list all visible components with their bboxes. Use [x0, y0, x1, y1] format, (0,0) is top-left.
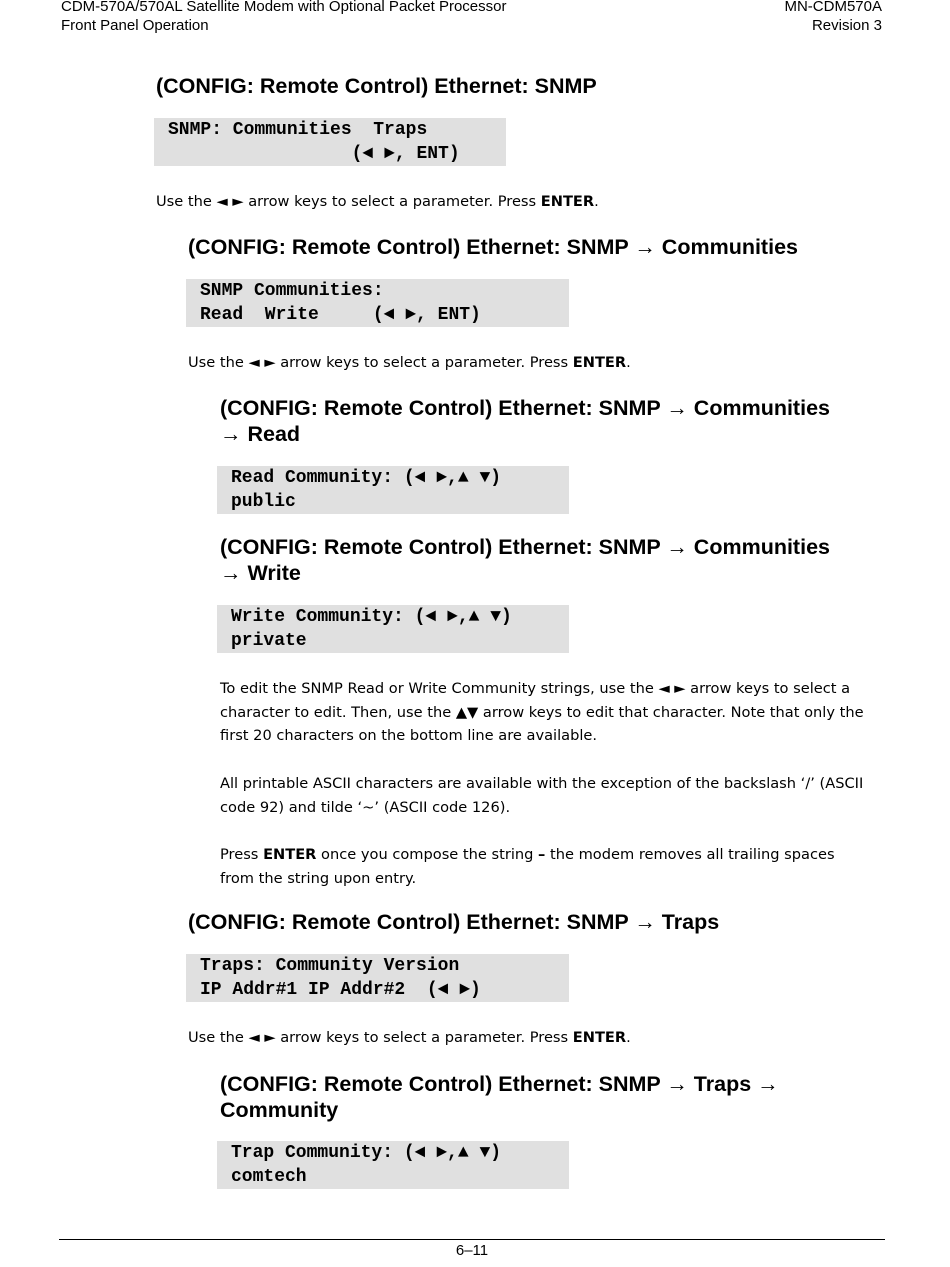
heading-read: (CONFIG: Remote Control) Ethernet: SNMP → Communities → Read — [220, 396, 830, 446]
page-number: 6–11 — [455, 1242, 489, 1259]
lcd-line-2: (◄ ►, ENT) — [168, 144, 460, 164]
lcd-display-traps — [186, 954, 569, 1002]
lcd-line-1: Write Community: (◄ ►,▲ ▼) — [231, 607, 512, 627]
lcd-display-read — [217, 466, 569, 514]
heading-traps: (CONFIG: Remote Control) Ethernet: SNMP → Traps — [188, 910, 720, 934]
lcd-line-1: Trap Community: (◄ ►,▲ ▼) — [231, 1143, 502, 1163]
paragraph-edit-strings: To edit the SNMP Read or Write Community strings, use the ◄ ► arrow keys to select a character to edit. Then, use the ▲▼ arrow keys to edit that character. Note that only the first 20 characters on the bottom line are available. — [220, 680, 864, 744]
instruction-snmp: Use the ◄ ► arrow keys to select a parameter. Press ENTER. — [156, 193, 599, 210]
chapter-title: Front Panel Operation — [61, 17, 209, 34]
heading-write: (CONFIG: Remote Control) Ethernet: SNMP → Communities → Write — [220, 535, 830, 585]
lcd-line-2: public — [231, 492, 296, 512]
footer-divider — [59, 1239, 885, 1240]
paragraph-press-enter: Press ENTER once you compose the string – the modem removes all trailing spaces from the string upon entry. — [220, 846, 835, 887]
lcd-line-1: SNMP Communities: — [200, 281, 384, 301]
lcd-line-1: SNMP: Communities Traps — [168, 120, 428, 140]
lcd-line-1: Read Community: (◄ ►,▲ ▼) — [231, 468, 502, 488]
lcd-line-1: Traps: Community Version — [200, 956, 460, 976]
lcd-line-2: Read Write (◄ ►, ENT) — [200, 305, 481, 325]
lcd-display-communities — [186, 279, 569, 327]
running-header-left — [61, 0, 506, 35]
running-header-right — [784, 0, 882, 35]
manual-number: MN-CDM570A — [784, 0, 882, 15]
heading-trap-community: (CONFIG: Remote Control) Ethernet: SNMP → Traps → Community — [220, 1072, 779, 1122]
heading-snmp: (CONFIG: Remote Control) Ethernet: SNMP — [156, 74, 597, 98]
lcd-line-2: IP Addr#1 IP Addr#2 (◄ ►) — [200, 980, 481, 1000]
lcd-display-write — [217, 605, 569, 653]
instruction-communities: Use the ◄ ► arrow keys to select a parameter. Press ENTER. — [188, 354, 631, 371]
lcd-line-2: comtech — [231, 1167, 307, 1187]
manual-title: CDM-570A/570AL Satellite Modem with Optional Packet Processor — [61, 0, 507, 15]
instruction-traps: Use the ◄ ► arrow keys to select a parameter. Press ENTER. — [188, 1029, 631, 1046]
heading-communities: (CONFIG: Remote Control) Ethernet: SNMP → Communities — [188, 235, 798, 259]
lcd-line-2: private — [231, 631, 307, 651]
lcd-display-trap-community — [217, 1141, 569, 1189]
revision: Revision 3 — [811, 17, 882, 34]
lcd-display-snmp — [154, 118, 506, 166]
paragraph-ascii-characters: All printable ASCII characters are available with the exception of the backslash ‘/’ (ASCII code 92) and tilde ‘~’ (ASCII code 126). — [220, 775, 864, 816]
